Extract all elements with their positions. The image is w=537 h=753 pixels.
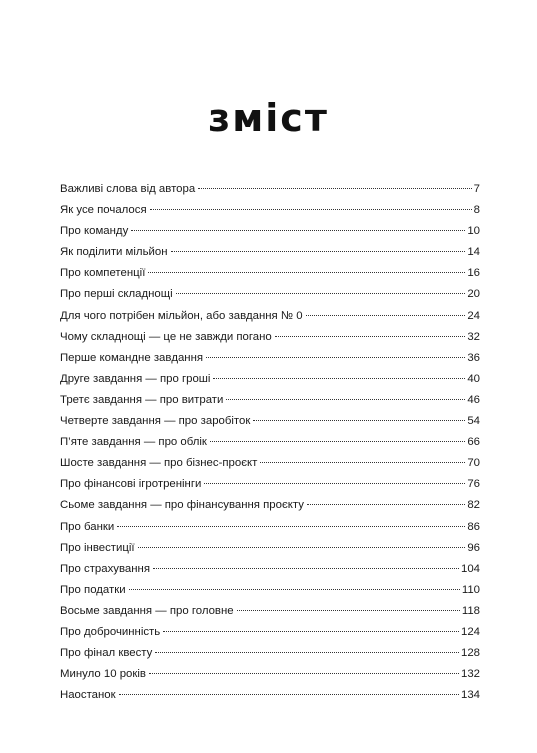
- toc-entry-title: Друге завдання — про гроші: [60, 372, 211, 385]
- toc-entry-title: Важливі слова від автора: [60, 183, 196, 195]
- toc-page-number: 24: [467, 309, 480, 322]
- toc-entry: [60, 601, 480, 622]
- toc-page-number: 70: [467, 457, 480, 470]
- toc-page-number: 134: [460, 689, 480, 702]
- toc-page-number: 82: [467, 499, 480, 512]
- toc-page-number: 16: [467, 267, 480, 280]
- dot-leader: [155, 652, 459, 653]
- toc-entry: [60, 495, 480, 516]
- toc-entry-title: Наостанок: [60, 689, 116, 702]
- toc-entry-title: Для чого потрібен мільйон, або завдання № 0: [60, 309, 303, 322]
- toc-entry-title: Минуло 10 років: [60, 668, 146, 681]
- toc-entry: [60, 242, 480, 263]
- dot-leader: [117, 526, 465, 527]
- toc-entry-title: Про доброчинність: [60, 625, 161, 638]
- toc-entry-title: Як усе почалося: [60, 204, 147, 217]
- toc-entry: [60, 517, 480, 538]
- toc-page-number: 104: [460, 562, 480, 575]
- toc-page-number: 110: [461, 583, 480, 596]
- toc-entry-title: Про фінансові ігротренінги: [60, 478, 202, 491]
- toc-entry: [60, 474, 480, 495]
- dot-leader: [306, 315, 466, 316]
- dot-leader: [131, 230, 465, 231]
- toc-entry: [60, 622, 480, 643]
- toc-entry: [60, 643, 480, 664]
- toc-entry: [60, 327, 480, 348]
- dot-leader: [148, 272, 465, 273]
- toc-page-number: 86: [467, 520, 480, 533]
- dot-leader: [150, 209, 472, 210]
- dot-leader: [253, 420, 465, 421]
- toc-entry: [60, 685, 480, 706]
- toc-page-number: 76: [467, 478, 480, 491]
- toc-entry: [60, 306, 480, 327]
- toc-page-number: 40: [467, 372, 480, 385]
- toc-page-number: 10: [467, 225, 480, 238]
- toc-entry-title: Сьоме завдання — про фінансування проєкту: [60, 499, 304, 512]
- dot-leader: [210, 441, 465, 442]
- toc-entry: [60, 559, 480, 580]
- dot-leader: [206, 357, 465, 358]
- toc-entry-title: Четверте завдання — про заробіток: [60, 415, 251, 428]
- dot-leader: [129, 589, 460, 590]
- toc-entry-title: П’яте завдання — про облік: [60, 436, 207, 449]
- table-of-contents: [60, 179, 480, 706]
- toc-entry: [60, 284, 480, 305]
- toc-entry: [60, 664, 480, 685]
- toc-entry: [60, 221, 480, 242]
- toc-entry-title: Перше командне завдання: [60, 351, 204, 364]
- toc-page-number: 7: [473, 183, 480, 195]
- dot-leader: [138, 547, 466, 548]
- toc-page-number: 124: [460, 625, 480, 638]
- dot-leader: [119, 694, 459, 695]
- toc-entry: [60, 432, 480, 453]
- dot-leader: [260, 462, 465, 463]
- toc-entry-title: Чому складнощі — це не завжди погано: [60, 330, 272, 343]
- toc-page-number: 96: [467, 541, 480, 554]
- toc-entry-title: Третє завдання — про витрати: [60, 393, 224, 406]
- toc-entry: [60, 411, 480, 432]
- dot-leader: [176, 293, 466, 294]
- toc-entry-title: Про фінал квесту: [60, 647, 153, 660]
- dot-leader: [237, 610, 460, 611]
- dot-leader: [198, 188, 471, 189]
- dot-leader: [163, 631, 459, 632]
- toc-entry: [60, 453, 480, 474]
- toc-entry: [60, 200, 480, 221]
- dot-leader: [149, 673, 459, 674]
- toc-entry-title: Про компетенції: [60, 267, 146, 280]
- dot-leader: [204, 483, 465, 484]
- toc-page-number: 32: [467, 330, 480, 343]
- toc-page-number: 20: [467, 288, 480, 301]
- dot-leader: [226, 399, 465, 400]
- toc-entry-title: Про страхування: [60, 562, 151, 575]
- page-title: зміст: [208, 96, 329, 141]
- toc-page-number: 8: [473, 204, 480, 217]
- toc-entry: [60, 369, 480, 390]
- toc-entry: [60, 538, 480, 559]
- toc-page-number: 36: [467, 351, 480, 364]
- toc-entry-title: Шосте завдання — про бізнес-проєкт: [60, 457, 258, 470]
- toc-page-number: 132: [460, 668, 480, 681]
- dot-leader: [153, 568, 459, 569]
- toc-entry-title: Про банки: [60, 520, 115, 533]
- toc-entry: [60, 390, 480, 411]
- toc-entry: [60, 348, 480, 369]
- toc-entry-title: Про перші складнощі: [60, 288, 173, 301]
- dot-leader: [213, 378, 465, 379]
- toc-page-number: 118: [461, 604, 480, 617]
- dot-leader: [171, 251, 466, 252]
- toc-entry-title: Про податки: [60, 583, 126, 596]
- toc-entry-title: Про інвестиції: [60, 541, 135, 554]
- toc-page-number: 14: [467, 246, 480, 259]
- toc-entry-title: Про команду: [60, 225, 129, 238]
- toc-entry: [60, 580, 480, 601]
- toc-entry-title: Як поділити мільйон: [60, 246, 168, 259]
- toc-page-number: 46: [467, 393, 480, 406]
- toc-entry: [60, 263, 480, 284]
- dot-leader: [275, 336, 466, 337]
- dot-leader: [307, 504, 465, 505]
- toc-page-number: 128: [460, 647, 480, 660]
- toc-page-number: 66: [467, 436, 480, 449]
- toc-entry-title: Восьме завдання — про головне: [60, 604, 234, 617]
- toc-page-number: 54: [467, 415, 480, 428]
- toc-entry: [60, 179, 480, 200]
